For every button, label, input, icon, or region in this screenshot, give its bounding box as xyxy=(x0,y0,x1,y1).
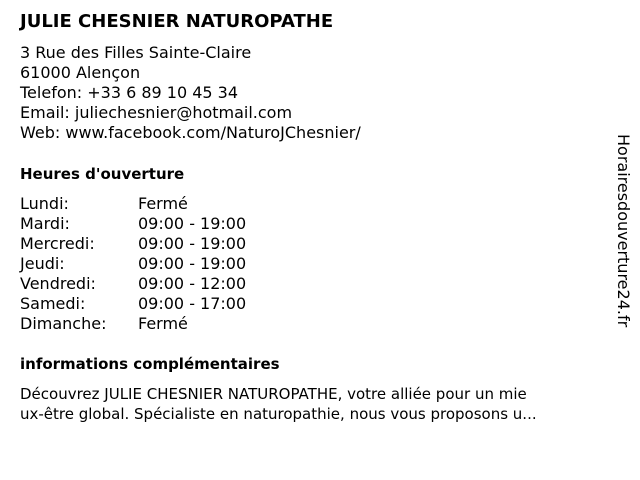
site-watermark: Horairesdouverture24.fr xyxy=(614,134,633,328)
phone-number: Telefon: +33 6 89 10 45 34 xyxy=(20,83,239,102)
day-hours: Fermé xyxy=(138,194,188,213)
info-heading: informations complémentaires xyxy=(20,355,280,373)
day-hours: Fermé xyxy=(138,314,188,333)
contact-block xyxy=(20,43,361,143)
day-label: Dimanche: xyxy=(20,314,107,333)
day-hours: 09:00 - 19:00 xyxy=(138,234,247,253)
day-label: Jeudi: xyxy=(20,254,65,273)
website-link[interactable]: Web: www.facebook.com/NaturoJChesnier/ xyxy=(20,123,361,142)
day-label: Mardi: xyxy=(20,214,70,233)
description-line: Découvrez JULIE CHESNIER NATUROPATHE, votre alliée pour un mie xyxy=(20,385,527,403)
description xyxy=(20,384,626,424)
day-label: Samedi: xyxy=(20,294,86,313)
day-hours: 09:00 - 12:00 xyxy=(138,274,247,293)
day-hours: 09:00 - 19:00 xyxy=(138,254,247,273)
street-address: 3 Rue des Filles Sainte-Claire xyxy=(20,43,252,62)
day-hours: 09:00 - 17:00 xyxy=(138,294,247,313)
day-label: Vendredi: xyxy=(20,274,96,293)
email-address: Email: juliechesnier@hotmail.com xyxy=(20,103,293,122)
day-label: Lundi: xyxy=(20,194,69,213)
business-name: JULIE CHESNIER NATUROPATHE xyxy=(20,11,334,32)
day-label: Mercredi: xyxy=(20,234,95,253)
day-hours: 09:00 - 19:00 xyxy=(138,214,247,233)
city-postal: 61000 Alençon xyxy=(20,63,141,82)
description-line: ux-être global. Spécialiste en naturopathie, nous vous proposons u... xyxy=(20,405,537,423)
hours-heading: Heures d'ouverture xyxy=(20,165,185,183)
